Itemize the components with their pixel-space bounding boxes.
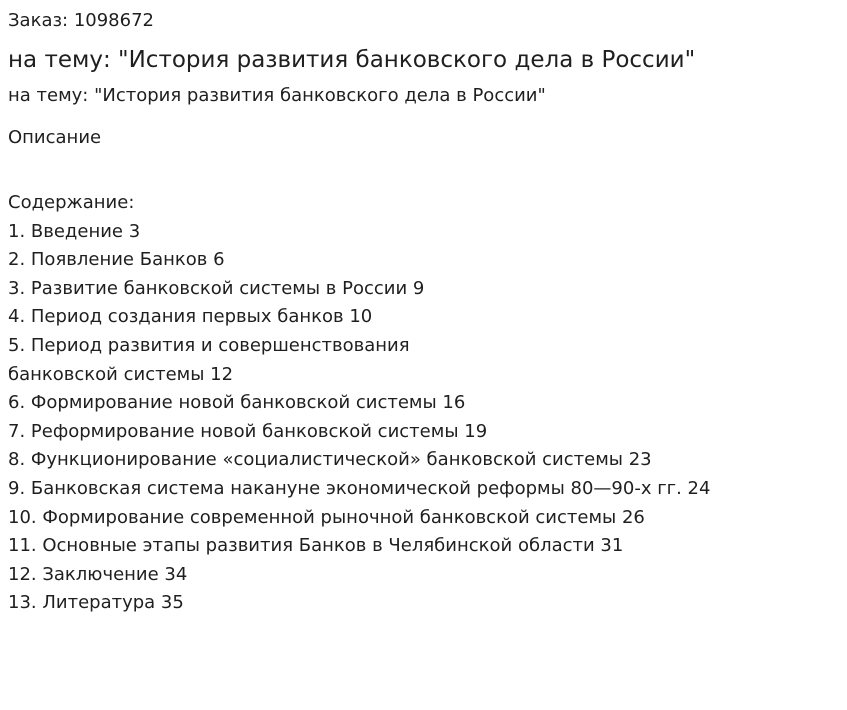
- toc-item: 8. Функционирование «социалистической» банковской системы 23: [8, 449, 652, 471]
- toc-list: [8, 218, 839, 618]
- table-of-contents: [8, 189, 839, 618]
- page-subtitle: на тему: "История развития банковского дела в России": [8, 85, 546, 106]
- contents-label: Содержание:: [8, 192, 135, 213]
- toc-item: 1. Введение 3: [8, 220, 141, 242]
- page-title: на тему: "История развития банковского дела в России": [8, 47, 696, 73]
- order-number: Заказ: 1098672: [8, 10, 154, 31]
- toc-item: 13. Литература 35: [8, 592, 184, 614]
- toc-item: 7. Реформирование новой банковской системы 19: [8, 420, 488, 442]
- toc-item: 5. Период развития и совершенствования: [8, 334, 410, 356]
- toc-item: 4. Период создания первых банков 10: [8, 306, 373, 328]
- toc-item: 6. Формирование новой банковской системы 16: [8, 392, 466, 414]
- toc-item: 3. Развитие банковской системы в России 9: [8, 277, 425, 299]
- toc-item: 10. Формирование современной рыночной банковской системы 26: [8, 506, 645, 528]
- toc-item: 11. Основные этапы развития Банков в Челябинской области 31: [8, 535, 624, 557]
- toc-item: 9. Банковская система накануне экономической реформы 80—90-х гг. 24: [8, 477, 711, 499]
- toc-item-continuation: банковской системы 12: [8, 363, 234, 385]
- description-heading: Описание: [8, 127, 102, 148]
- toc-item: 12. Заключение 34: [8, 563, 188, 585]
- toc-item: 2. Появление Банков 6: [8, 249, 225, 271]
